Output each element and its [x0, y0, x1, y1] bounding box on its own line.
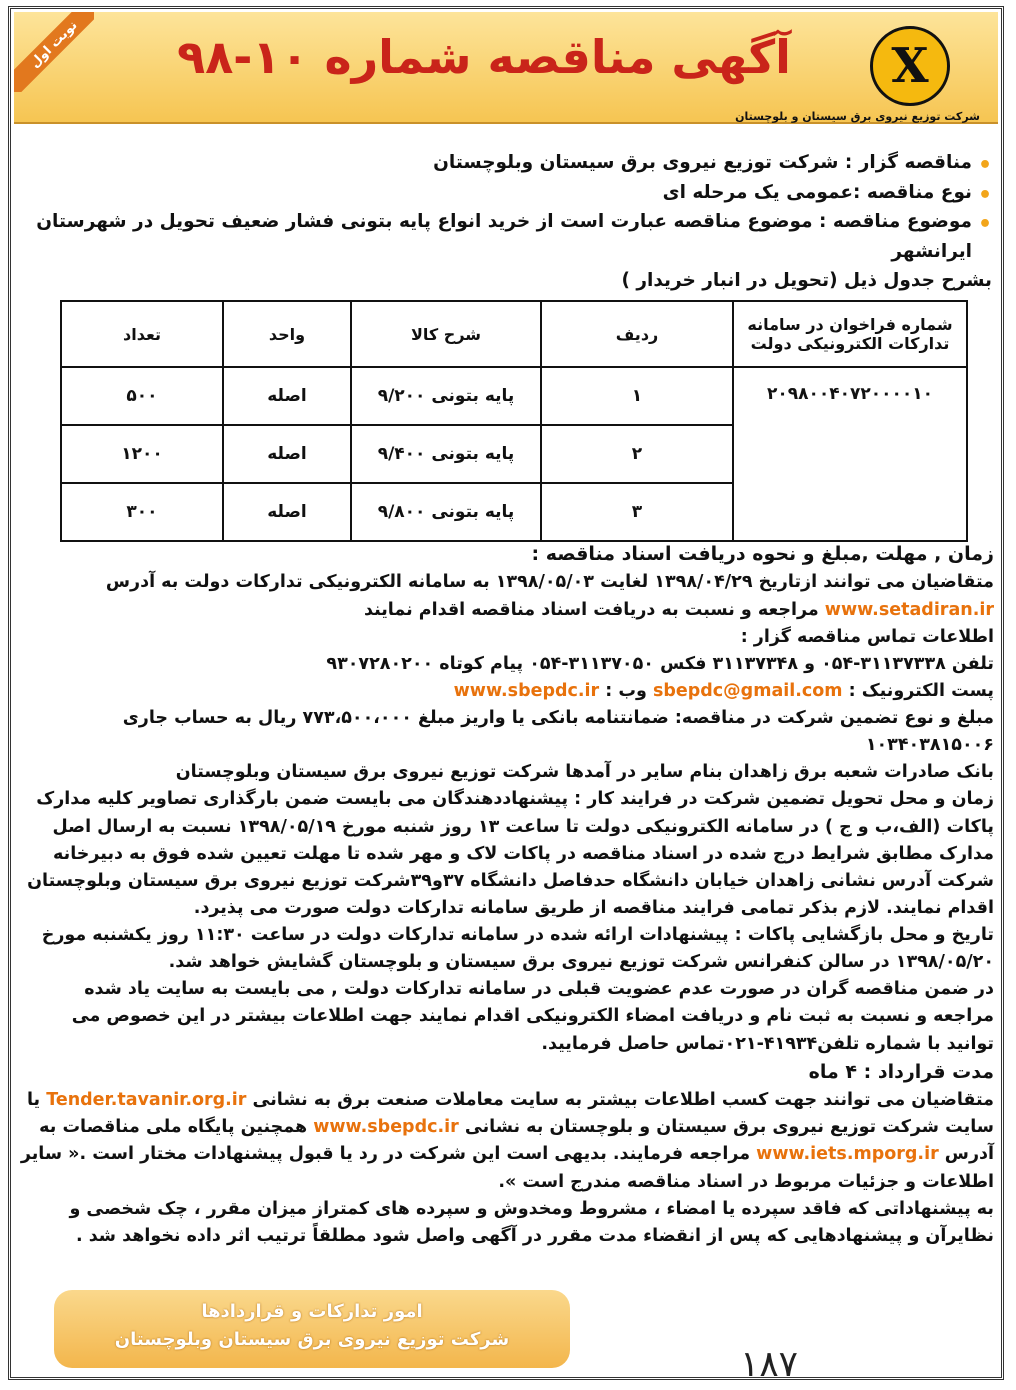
tender-subject-continued: بشرح جدول ذیل (تحویل در انبار خریدار ) [621, 270, 992, 292]
organizer-line: • مناقصه گزار : شرکت توزیع نیروی برق سیستان وبلوچستان [24, 148, 992, 178]
web-link[interactable]: www.sbepdc.ir [453, 680, 600, 701]
intro-section [24, 148, 992, 296]
membership-paragraph: در ضمن مناقصه گران در صورت عدم عضویت قبلی در سامانه تدارکات دولت , می بایست به سایت یاد شده مراجعه و نسبت به ثبت نام و دریافت امضاء الکترونیکی اقدام نمایند جهت اطلاعات بیشتر در این خصوص می توانید با شماره تلفن۴۱۹۳۴-۰۲۱تماس حاصل فرمایید. [71, 979, 994, 1054]
row-number-cell: ۳ [541, 483, 733, 541]
guarantee-line-1: مبلغ و نوع تضمین شرکت در مناقصه: ضمانتنامه بانکی یا واریز مبلغ ۷۷۳،۵۰۰،۰۰۰ ریال به حساب جاری ۱۰۳۴۰۳۸۱۵۰۰۶ [122, 708, 994, 756]
row-number-cell: ۲ [541, 425, 733, 483]
time-heading: زمان , مهلت ,مبلغ و نحوه دریافت اسناد مناقصه : [531, 543, 994, 565]
header-unit: واحد [223, 301, 351, 367]
email-line: پست الکترونیک : sbepdc@gmail.com وب : www.sbepdc.ir [453, 680, 994, 701]
setadiran-link[interactable]: www.setadiran.ir [824, 599, 994, 620]
footer-signature [54, 1290, 570, 1368]
row-number-cell: ۱ [541, 367, 733, 425]
items-table [60, 300, 968, 542]
footer-line-1: امور تدارکات و قراردادها [201, 1301, 423, 1322]
documents-paragraph: متقاضیان می توانند ازتاریخ ۱۳۹۸/۰۴/۲۹ لغایت ۱۳۹۸/۰۵/۰۳ به سامانه الکترونیکی تدارکات دولت به آدرس www.setadiran.ir مراجعه و نسبت به دریافت اسناد مناقصه اقدام نمایند [105, 572, 994, 620]
sbepdc-link[interactable]: www.sbepdc.ir [313, 1117, 459, 1138]
call-number-cell: ۲۰۹۸۰۰۴۰۷۲۰۰۰۰۱۰ [733, 367, 967, 541]
round-badge: نوبت اول [14, 12, 94, 92]
delivery-paragraph: زمان و محل تحویل تضمین شرکت در فرایند کار : پیشنهاددهندگان می بایست ضمن بارگذاری تصاویر کلیه مدارک پاکات (الف،ب و ج ) در سامانه الکترونیکی دولت تا ساعت ۱۳ روز شنبه مورخ ۱۳۹۸/۰۵/۱۹ نسبت به ارسال اصل مدارک مطابق شرایط درج شده در اسناد مناقصه در پاکات لاک و مهر شده تا مهلت تعیین شده فوق به دبیرخانه شرکت آدرس نشانی زاهدان خیابان دانشگاه حدفاصل دانشگاه ۳۷و۳۹شرکت توزیع نیروی برق سیستان وبلوچستان اقدام نمایند. لازم بذکر تمامی فرایند مناقصه از طریق سامانه تدارکات دولت صورت می پذیرد. [27, 789, 994, 918]
unit-cell: اصله [223, 483, 351, 541]
contract-duration: مدت قرارداد : ۴ ماه [808, 1060, 994, 1083]
header-band [14, 12, 998, 124]
tender-subject-line: • موضوع مناقصه : موضوع مناقصه عبارت است از خرید انواع پایه بتونی فشار ضعیف تحویل در شهرستان ایرانشهر [24, 207, 992, 266]
unit-cell: اصله [223, 425, 351, 483]
unit-cell: اصله [223, 367, 351, 425]
page-title: آگهی مناقصه شماره ۱۰-۹۸ [177, 30, 791, 84]
company-name-small: شرکت توزیع نیروی برق سیستان و بلوچستان [735, 110, 980, 123]
table-header-row [61, 301, 967, 367]
final-paragraph: به پیشنهاداتی که فاقد سپرده یا امضاء ، مشروط ومخدوش و سپرده های کمتراز میزان مقرر ، چک شخصی و نظایرآن و پیشنهادهایی که پس از انقضاء مدت مقرر در آگهی واصل شود مطلقاً ترتیب اثر داده نخواهد شد . [69, 1198, 994, 1246]
guarantee-line-2: بانک صادرات شعبه برق زاهدان بنام سایر در آمدها شرکت توزیع نیروی برق سیستان وبلوچستان [175, 762, 994, 783]
tender-type-line: • نوع مناقصه :عمومی یک مرحله ای [24, 178, 992, 208]
email-link[interactable]: sbepdc@gmail.com [652, 680, 843, 701]
description-cell: پایه بتونی ۹/۴۰۰ [351, 425, 541, 483]
body-section [20, 540, 994, 1250]
info-paragraph: متقاضیان می توانند جهت کسب اطلاعات بیشتر به سایت معاملات صنعت برق به نشانی Tender.tavanir.org.ir یا سایت شرکت توزیع نیروی برق سیستان و بلوچستان به نشانی www.sbepdc.ir همچنین پایگاه ملی مناقصات به آدرس www.iets.mporg.ir مراجعه فرمایند. بدیهی است این شرکت در رد یا قبول پیشنهادات مختار است .« سایر اطلاعات و جزئیات مربوط در اسناد مناقصه مندرج است ». [20, 1090, 994, 1192]
header-quantity: تعداد [61, 301, 223, 367]
contact-heading: اطلاعات تماس مناقصه گزار : [740, 626, 994, 647]
tavanir-link[interactable]: Tender.tavanir.org.ir [46, 1090, 247, 1111]
handwritten-number: ۱۸۷ [740, 1344, 799, 1385]
header-call-number: شماره فراخوان در سامانه تدارکات الکترونیکی دولت [733, 301, 967, 367]
quantity-cell: ۱۲۰۰ [61, 425, 223, 483]
table-row [61, 367, 967, 425]
phone-line: تلفن ۳۱۱۳۷۳۳۸-۰۵۴ و ۳۱۱۳۷۳۴۸ فکس ۳۱۱۳۷۰۵۰-۰۵۴ پیام کوتاه ۹۳۰۷۲۸۰۲۰۰ [326, 653, 994, 674]
header-row: ردیف [541, 301, 733, 367]
footer-line-2: شرکت توزیع نیروی برق سیستان وبلوچستان [114, 1328, 510, 1350]
quantity-cell: ۳۰۰ [61, 483, 223, 541]
iets-link[interactable]: www.iets.mporg.ir [756, 1144, 939, 1165]
header-description: شرح کالا [351, 301, 541, 367]
description-cell: پایه بتونی ۹/۲۰۰ [351, 367, 541, 425]
quantity-cell: ۵۰۰ [61, 367, 223, 425]
opening-paragraph: تاریخ و محل بازگشایی پاکات : پیشنهادات ارائه شده در سامانه تدارکات دولت در ساعت ۱۱:۳۰ روز یکشنبه مورخ ۱۳۹۸/۰۵/۲۰ در سالن کنفرانس شرکت توزیع نیروی برق سیستان و بلوچستان گشایش خواهد شد. [41, 925, 994, 973]
description-cell: پایه بتونی ۹/۸۰۰ [351, 483, 541, 541]
company-logo-icon: X [870, 26, 950, 106]
